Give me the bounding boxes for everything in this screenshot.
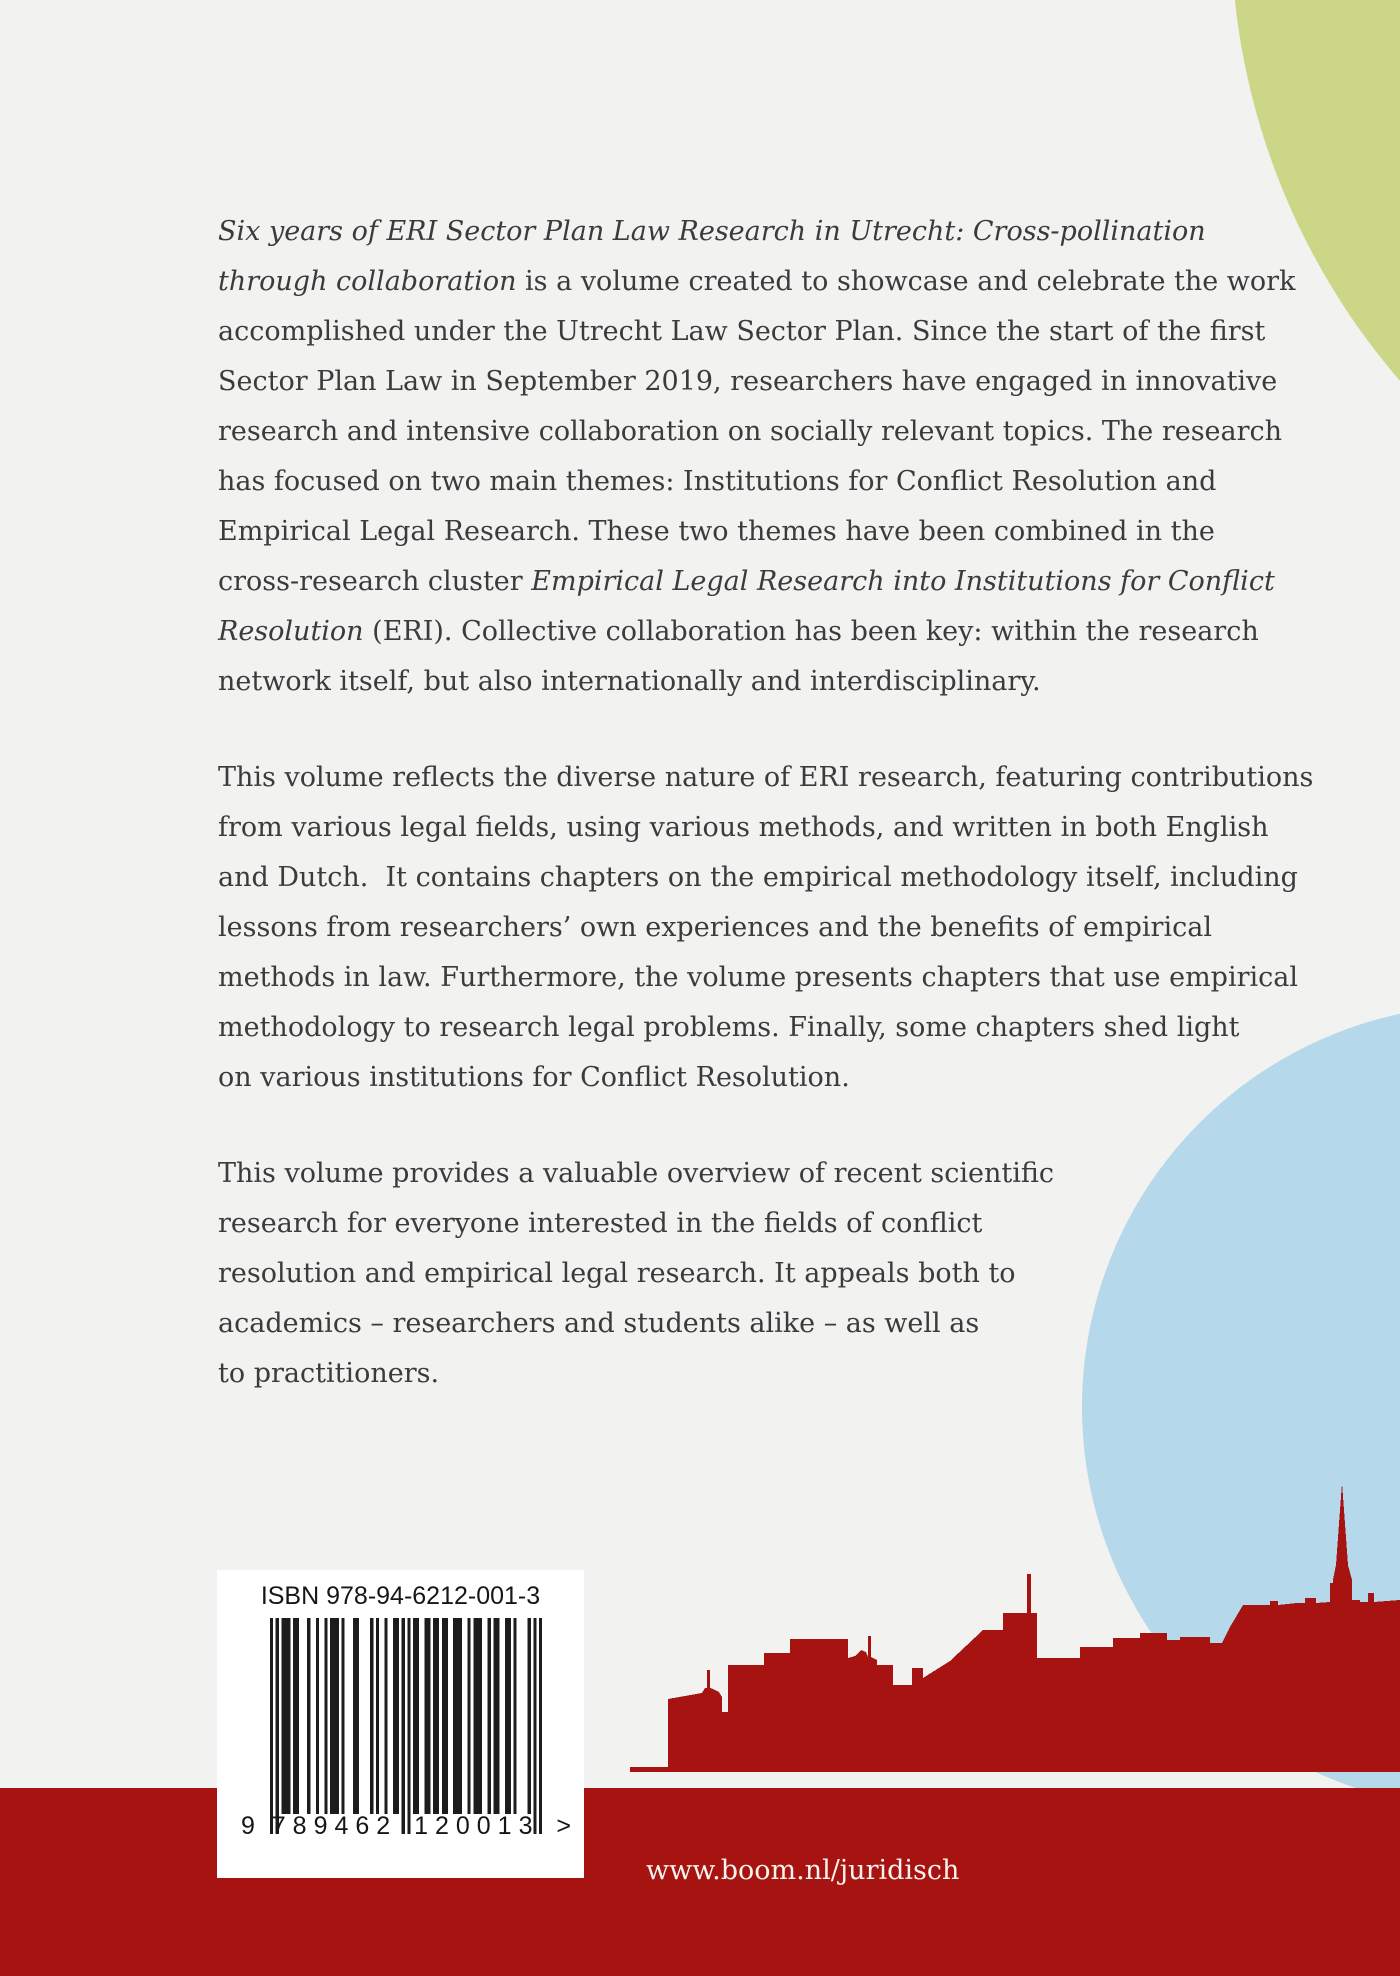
publisher-url: www.boom.nl/juridisch bbox=[646, 1855, 960, 1886]
paragraph bbox=[218, 1149, 1228, 1399]
text-line: Empirical Legal Research. These two themes have been combined in the bbox=[218, 516, 1215, 547]
paragraph bbox=[218, 207, 1296, 707]
isbn-barcode-box bbox=[217, 1570, 584, 1878]
barcode-digit-left: 9 bbox=[241, 1812, 255, 1840]
text-line: resolution and empirical legal research. It appeals both to bbox=[218, 1258, 1016, 1289]
text-line: academics – researchers and students alike – as well as bbox=[218, 1308, 980, 1339]
text-line: network itself, but also internationally and interdisciplinary. bbox=[218, 666, 1041, 697]
text-line: through collaboration is a volume created to showcase and celebrate the work bbox=[218, 266, 1296, 297]
ean13-barcode bbox=[270, 1618, 542, 1834]
text-line: This volume provides a valuable overview of recent scientific bbox=[218, 1158, 1055, 1189]
book-description bbox=[218, 207, 1314, 1399]
text-line: Resolution (ERI). Collective collaboration has been key: within the research bbox=[218, 616, 1259, 647]
text-line: cross-research cluster Empirical Legal Research into Institutions for Conflict bbox=[218, 566, 1275, 597]
text-line: methods in law. Furthermore, the volume presents chapters that use empirical bbox=[218, 962, 1298, 993]
green-circle-decoration bbox=[1231, 0, 1400, 621]
text-line: Six years of ERI Sector Plan Law Research in Utrecht: Cross-pollination bbox=[218, 216, 1206, 247]
text-line: research and intensive collaboration on socially relevant topics. The research bbox=[218, 416, 1283, 447]
text-line: methodology to research legal problems. Finally, some chapters shed light bbox=[218, 1012, 1240, 1043]
text-line: to practitioners. bbox=[218, 1358, 440, 1389]
paragraph bbox=[218, 753, 1314, 1103]
text-line: from various legal fields, using various methods, and written in both English bbox=[218, 812, 1269, 843]
barcode-digit-right: > bbox=[556, 1812, 571, 1840]
utrecht-skyline-silhouette bbox=[0, 1470, 1400, 1772]
barcode-digits bbox=[241, 1812, 571, 1844]
text-line: has focused on two main themes: Institutions for Conflict Resolution and bbox=[218, 466, 1217, 497]
text-line: Sector Plan Law in September 2019, researchers have engaged in innovative bbox=[218, 366, 1278, 397]
text-line: research for everyone interested in the fields of conflict bbox=[218, 1208, 983, 1239]
text-line: accomplished under the Utrecht Law Sector Plan. Since the start of the first bbox=[218, 316, 1266, 347]
barcode-digit-group-1: 789462 bbox=[271, 1812, 398, 1840]
text-line: on various institutions for Conflict Resolution. bbox=[218, 1062, 850, 1093]
text-line: lessons from researchers’ own experiences and the benefits of empirical bbox=[218, 912, 1212, 943]
text-line: and Dutch. It contains chapters on the empirical methodology itself, including bbox=[218, 862, 1298, 893]
isbn-label: ISBN 978-94-6212-001-3 bbox=[260, 1582, 541, 1610]
barcode-digit-group-2: 120013 bbox=[414, 1812, 540, 1840]
text-line: This volume reflects the diverse nature of ERI research, featuring contributions bbox=[218, 762, 1314, 793]
